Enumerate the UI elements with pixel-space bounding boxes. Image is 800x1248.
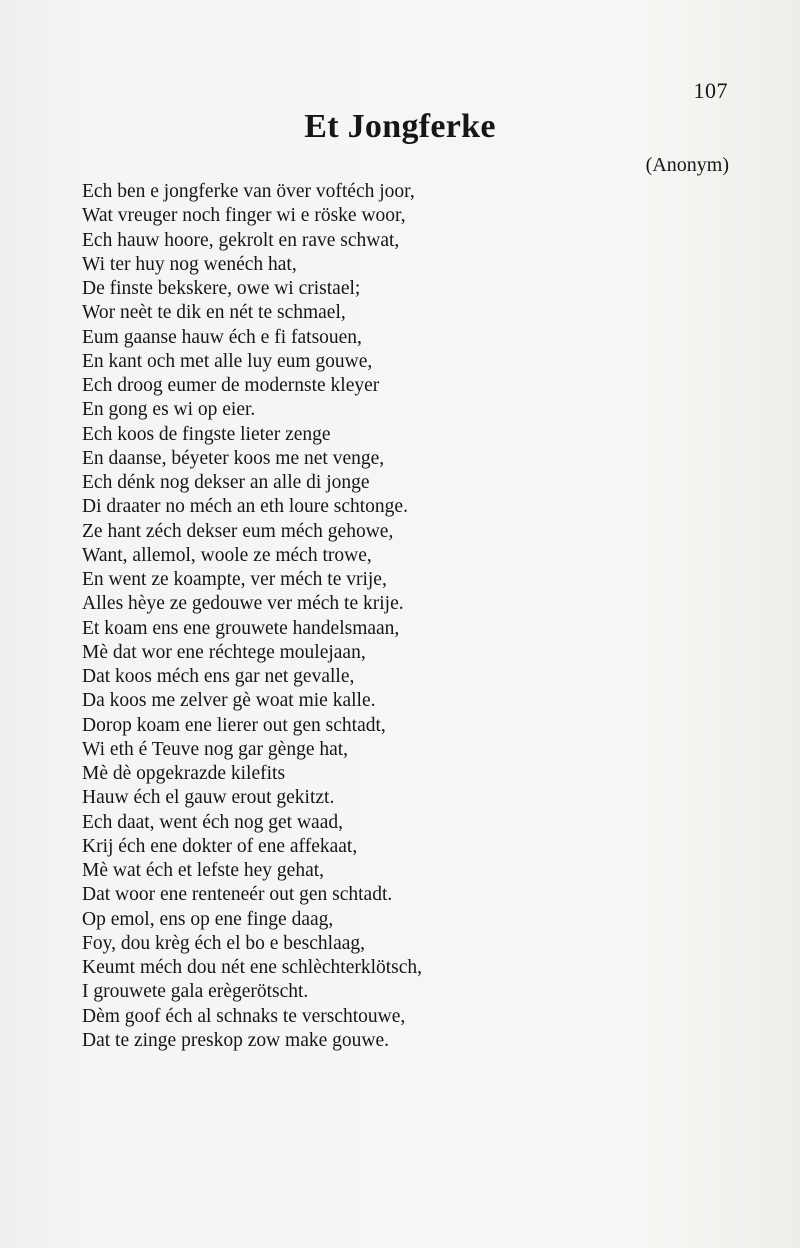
poem-line: Ech koos de fingste lieter zenge [82,423,331,445]
poem-line: Ech dénk nog dekser an alle di jonge [82,472,370,493]
poem-line: I grouwete gala erègerötscht. [82,981,309,1003]
page-number: 107 [693,78,728,103]
poem-line: Eum gaanse hauw éch e fi fatsouen, [82,326,362,348]
poem-line: Ech hauw hoore, gekrolt en rave schwat, [82,229,400,251]
poem-line: Dat te zinge preskop zow make gouwe. [82,1029,390,1051]
poem-line: Ze hant zéch dekser eum méch gehowe, [82,520,394,542]
poem-line: Di draater no méch an eth loure schtonge. [82,496,408,518]
poem-line: Dat woor ene renteneér out gen schtadt. [82,884,393,906]
poem-line: Foy, dou krèg éch el bo e beschlaag, [82,932,366,954]
poem-line: Da koos me zelver gè woat mie kalle. [82,690,376,712]
poem-line: De finste bekskere, owe wi cristael; [82,278,361,299]
poem-body [82,180,742,1053]
poem-title: Et Jongferke [304,108,496,145]
poem-line: En gong es wi op eier. [82,399,256,421]
poem-line: Mè dè opgekrazde kilefits [82,763,286,784]
poem-line: Krij éch ene dokter of ene affekaat, [82,835,358,857]
poem-line: En went ze koampte, ver méch te vrije, [82,569,387,590]
poem-line: Dorop koam ene lierer out gen schtadt, [82,714,386,736]
poem-line: Dat koos méch ens gar net gevalle, [82,666,355,687]
poem-line: Dèm goof éch al schnaks te verschtouwe, [82,1005,406,1027]
poem-line: En kant och met alle luy eum gouwe, [82,350,373,372]
poem-line: Ech droog eumer de modernste kleyer [82,375,380,396]
poem-line: Wi eth é Teuve nog gar gènge hat, [82,738,349,760]
poem-line: Alles hèye ze gedouwe ver méch te krije. [82,593,404,615]
poem-line: Ech daat, went éch nog get waad, [82,811,343,833]
poem-line: En daanse, béyeter koos me net venge, [82,447,385,469]
poem-line: Keumt méch dou nét ene schlèchterklötsch, [82,957,423,978]
poem-line: Op emol, ens op ene finge daag, [82,908,334,930]
poem-line: Hauw éch el gauw erout gekitzt. [82,787,335,809]
poem-line: Wat vreuger noch finger wi e röske woor, [82,205,406,227]
poem-line: Ech ben e jongferke van över voftéch joor, [82,181,415,202]
poem-line: Mè wat éch et lefste hey gehat, [82,860,325,881]
poem-author: (Anonym) [645,154,729,176]
poem-line: Mè dat wor ene réchtege moulejaan, [82,641,366,663]
poem-line: Wi ter huy nog wenéch hat, [82,253,297,275]
poem-line: Want, allemol, woole ze méch trowe, [82,544,372,566]
poem-line: Wor neèt te dik en nét te schmael, [82,302,346,324]
poem-line: Et koam ens ene grouwete handelsmaan, [82,617,400,639]
